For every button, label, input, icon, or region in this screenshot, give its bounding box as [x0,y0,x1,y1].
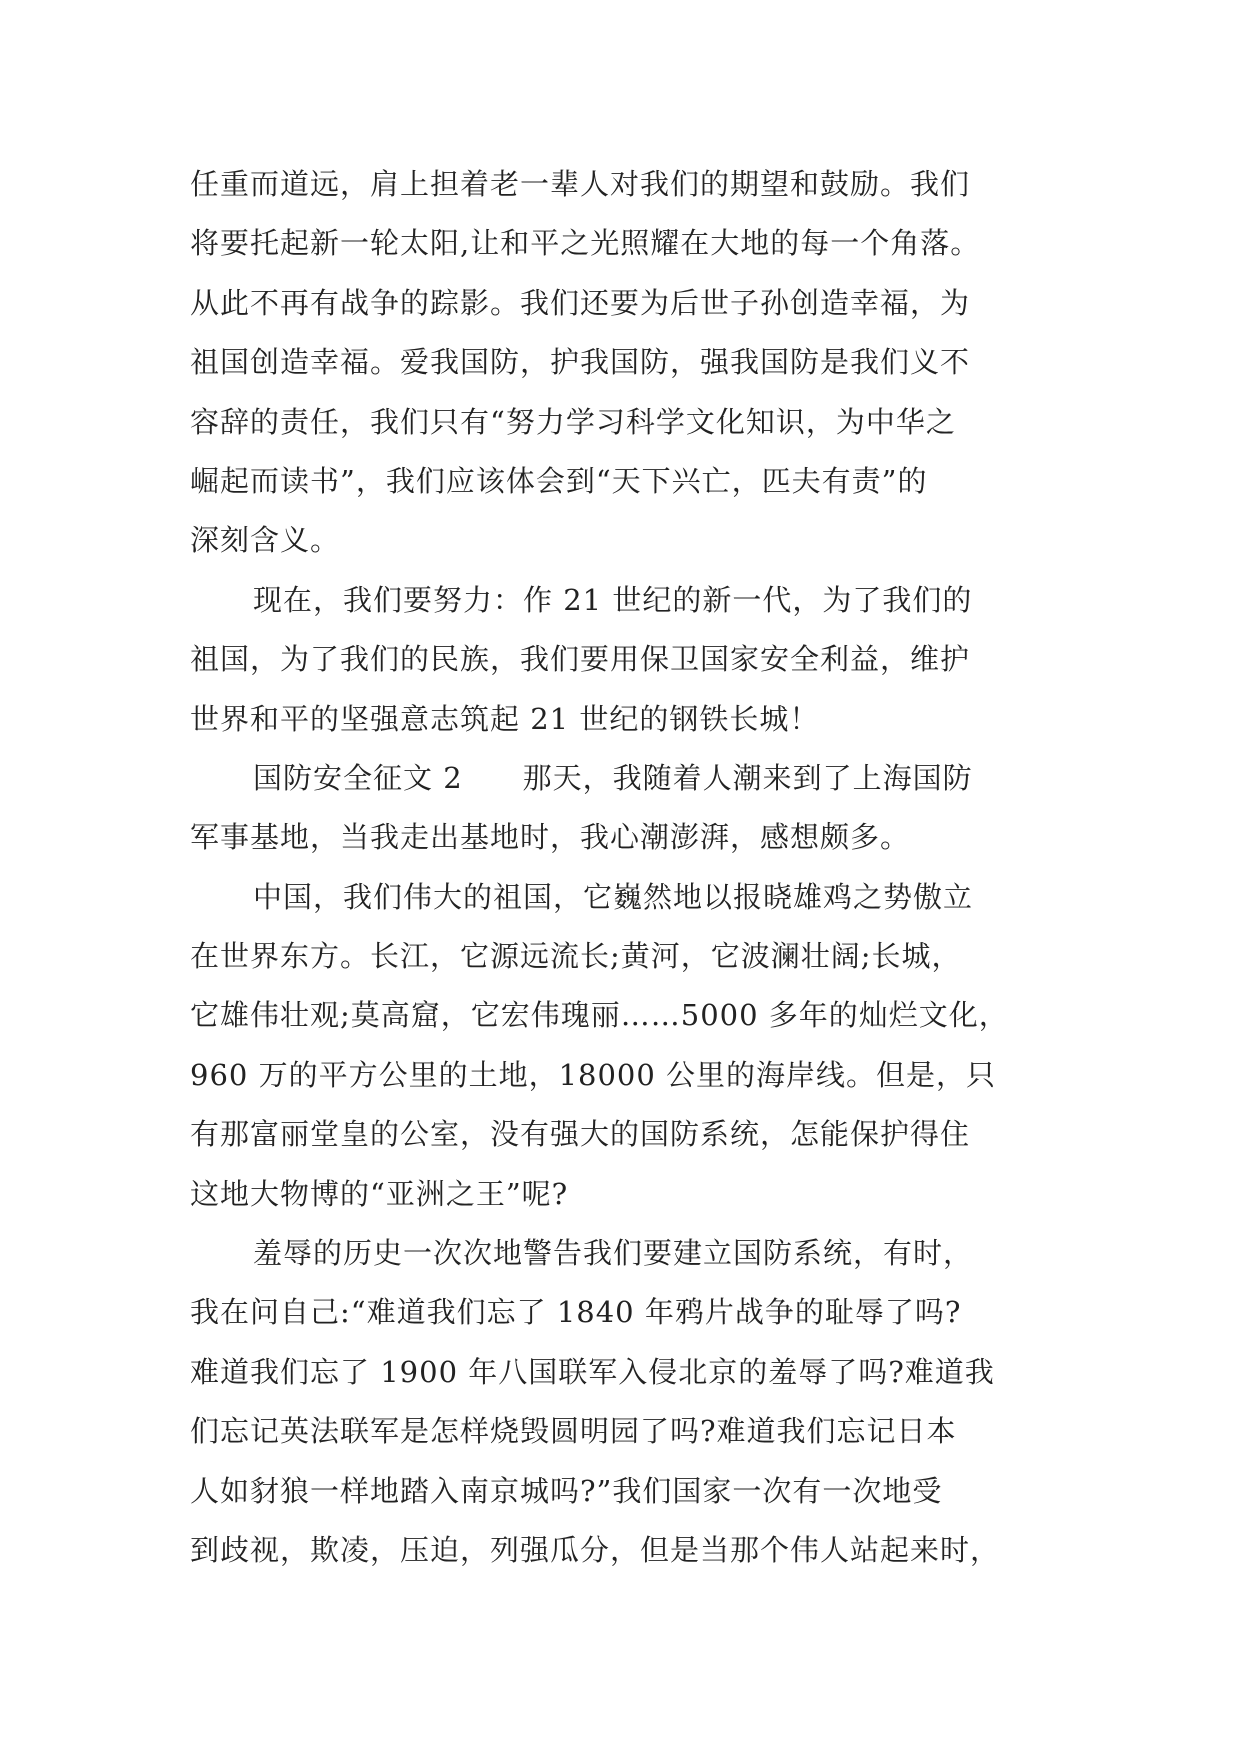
text-line: 人如豺狼一样地踏入南京城吗?”我们国家一次有一次地受 [190,1473,943,1508]
text-line: 有那富丽堂皇的公室，没有强大的国防系统，怎能保护得住 [190,1117,971,1152]
text-line: 们忘记英法联军是怎样烧毁圆明园了吗?难道我们忘记日本 [190,1414,957,1449]
text-line: 在世界东方。长江，它源远流长;黄河，它波澜壮阔;长城， [190,939,962,974]
paragraph-start-line: 中国，我们伟大的祖国，它巍然地以报晓雄鸡之势傲立 [253,879,974,914]
text-line: 我在问自己:“难道我们忘了 1840 年鸦片战争的耻辱了吗? [190,1295,962,1330]
text-line: 崛起而读书”，我们应该体会到“天下兴亡，匹夫有责”的 [190,463,928,498]
paragraph-start-line: 羞辱的历史一次次地警告我们要建立国防系统，有时， [253,1236,974,1271]
text-line: 容辞的责任，我们只有“努力学习科学文化知识，为中华之 [190,404,956,439]
text-line: 军事基地，当我走出基地时，我心潮澎湃，感想颇多。 [190,820,911,855]
text-line: 从此不再有战争的踪影。我们还要为后世子孙创造幸福，为 [190,285,971,320]
body-text [190,155,1070,1580]
text-line: 祖国，为了我们的民族，我们要用保卫国家安全利益，维护 [190,642,971,677]
text-line: 世界和平的坚强意志筑起 21 世纪的钢铁长城！ [190,701,820,736]
text-line: 祖国创造幸福。爱我国防，护我国防，强我国防是我们义不 [190,345,971,380]
text-line: 将要托起新一轮太阳,让和平之光照耀在大地的每一个角落。 [190,226,981,261]
paragraph-start-line: 现在，我们要努力：作 21 世纪的新一代，为了我们的 [253,582,973,617]
text-line: 任重而道远，肩上担着老一辈人对我们的期望和鼓励。我们 [190,167,971,201]
text-line: 它雄伟壮观;莫高窟，它宏伟瑰丽……5000 多年的灿烂文化， [190,998,1009,1033]
text-line: 深刻含义。 [190,523,341,558]
text-line: 960 万的平方公里的土地，18000 公里的海岸线。但是，只 [190,1057,997,1092]
text-line: 到歧视，欺凌，压迫，列强瓜分，但是当那个伟人站起来时， [190,1532,1001,1567]
text-line: 难道我们忘了 1900 年八国联军入侵北京的羞辱了吗?难道我 [190,1354,995,1389]
paragraph-start-line: 国防安全征文 2 那天，我随着人潮来到了上海国防 [253,760,973,795]
text-line: 这地大物博的“亚洲之王”呢? [190,1176,569,1211]
